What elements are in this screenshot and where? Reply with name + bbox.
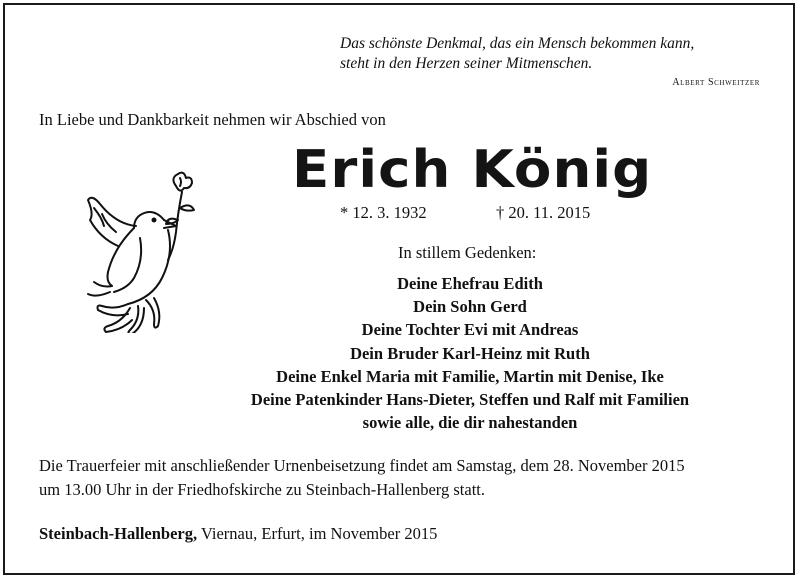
birth-date: * 12. 3. 1932 [340,203,427,222]
place-town: Steinbach-Hallenberg, [39,524,198,543]
family-member: Deine Tochter Evi mit Andreas [361,320,579,340]
family-member: Dein Bruder Karl-Heinz mit Ruth [350,343,590,363]
deceased-name: Erich König [292,140,653,200]
place-and-date [39,524,437,544]
service-line-1: Die Trauerfeier mit anschließender Urnenbeisetzung findet am Samstag, dem 28. November 2015 [39,456,685,475]
quote-author: Albert Schweitzer [672,77,760,88]
service-info [39,454,779,502]
family-member: Deine Enkel Maria mit Familie, Martin mit Denise, Ike [276,366,664,386]
family-member: Deine Patenkinder Hans-Dieter, Steffen und Ralf mit Familien [250,390,690,410]
family-member: Deine Ehefrau Edith [397,274,543,293]
death-date: † 20. 11. 2015 [496,203,591,222]
quote [340,34,760,74]
family-list [190,272,750,434]
quote-line-2: steht in den Herzen seiner Mitmenschen. [340,55,593,72]
family-member: Dein Sohn Gerd [413,297,527,317]
family-member: sowie alle, die dir nahestanden [362,413,578,433]
service-line-2: um 13.00 Uhr in der Friedhofskirche zu Steinbach-Hallenberg statt. [39,480,485,499]
quote-line-1: Das schönste Denkmal, das ein Mensch bekommen kann, [340,35,695,52]
place-rest: Viernau, Erfurt, im November 2015 [197,524,438,543]
intro-text: In Liebe und Dankbarkeit nehmen wir Abschied von [39,110,386,129]
gedenken-heading: In stillem Gedenken: [398,243,537,262]
